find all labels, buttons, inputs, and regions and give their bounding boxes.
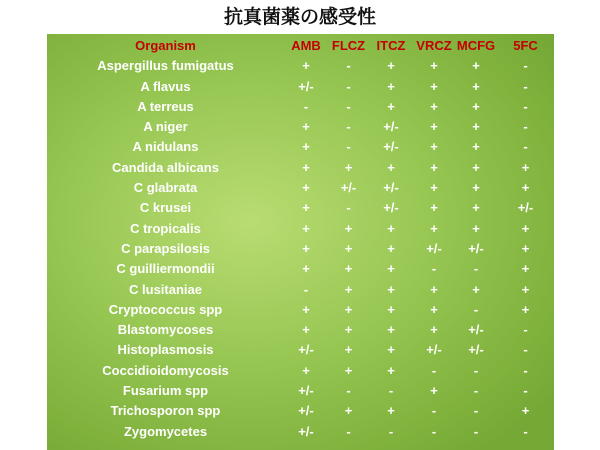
- mcfg-cell: -: [473, 261, 479, 277]
- table-row: [47, 239, 554, 259]
- itcz-cell: +: [387, 159, 395, 175]
- vrcz-cell: +: [430, 322, 438, 338]
- mcfg-cell: +: [472, 139, 480, 155]
- itcz-cell: +: [387, 78, 395, 94]
- 5fc-cell: -: [523, 362, 528, 378]
- organism-cell: Candida albicans: [112, 159, 219, 175]
- mcfg-cell: +: [472, 180, 480, 196]
- amb-cell: +: [302, 220, 310, 236]
- itcz-cell: +: [387, 261, 395, 277]
- 5fc-cell: +: [521, 281, 530, 297]
- vrcz-cell: -: [431, 423, 437, 439]
- 5fc-cell: -: [523, 58, 528, 74]
- flcz-cell: -: [346, 78, 351, 94]
- 5fc-cell: +: [521, 301, 530, 317]
- vrcz-cell: +: [430, 301, 438, 317]
- flcz-cell: -: [346, 119, 351, 135]
- flcz-cell: -: [346, 423, 351, 439]
- mcfg-cell: +/-: [468, 240, 484, 256]
- itcz-cell: -: [388, 423, 394, 439]
- mcfg-cell: +: [472, 78, 480, 94]
- organism-cell: A terreus: [137, 98, 194, 114]
- mcfg-cell: +: [472, 98, 480, 114]
- 5fc-cell: -: [523, 342, 528, 358]
- amb-cell: -: [303, 98, 309, 114]
- mcfg-cell: +: [472, 281, 480, 297]
- flcz-cell: +: [344, 240, 353, 256]
- 5fc-cell: -: [523, 423, 528, 439]
- table-header-row: [47, 36, 554, 56]
- mcfg-cell: +/-: [468, 342, 484, 358]
- organism-cell: C krusei: [139, 200, 192, 216]
- 5fc-cell: +: [521, 159, 530, 175]
- vrcz-cell: +: [430, 98, 438, 114]
- amb-cell: +: [302, 180, 310, 196]
- flcz-cell: -: [346, 200, 351, 216]
- itcz-cell: +/-: [383, 180, 399, 196]
- table-row: [47, 340, 554, 360]
- 5fc-cell: +/-: [517, 200, 534, 216]
- itcz-cell: +: [387, 240, 395, 256]
- amb-cell: +: [302, 119, 310, 135]
- table-row: [47, 97, 554, 117]
- 5fc-cell: +: [521, 180, 530, 196]
- vrcz-cell: +: [430, 159, 438, 175]
- table-row: [47, 381, 554, 401]
- flcz-cell: +/-: [340, 180, 357, 196]
- itcz-cell: +/-: [383, 139, 399, 155]
- flcz-cell: +: [344, 159, 353, 175]
- vrcz-cell: -: [431, 261, 437, 277]
- amb-cell: +: [302, 159, 310, 175]
- mcfg-cell: -: [473, 423, 479, 439]
- itcz-cell: +/-: [383, 119, 399, 135]
- 5fc-cell: -: [523, 139, 528, 155]
- mcfg-cell: +: [472, 159, 480, 175]
- mcfg-cell: -: [473, 362, 479, 378]
- itcz-cell: +: [387, 98, 395, 114]
- flcz-cell: +: [344, 403, 353, 419]
- amb-cell: +: [302, 322, 310, 338]
- organism-cell: Zygomycetes: [123, 423, 208, 439]
- mcfg-cell: +: [472, 119, 480, 135]
- flcz-cell: -: [346, 98, 351, 114]
- header-vrcz: VRCZ: [416, 38, 452, 53]
- amb-cell: +: [302, 200, 310, 216]
- organism-cell: A niger: [143, 119, 188, 135]
- amb-cell: -: [303, 281, 309, 297]
- itcz-cell: +: [387, 322, 395, 338]
- table-row: [47, 401, 554, 421]
- flcz-cell: -: [346, 58, 351, 74]
- page-title: 抗真菌薬の感受性: [223, 6, 376, 28]
- organism-cell: C lusitaniae: [129, 281, 202, 297]
- flcz-cell: +: [344, 301, 353, 317]
- mcfg-cell: +: [472, 200, 480, 216]
- vrcz-cell: -: [431, 362, 437, 378]
- organism-cell: Aspergillus fumigatus: [97, 58, 234, 74]
- organism-cell: Cryptococcus spp: [108, 301, 223, 317]
- amb-cell: +: [302, 301, 310, 317]
- amb-cell: +/-: [298, 78, 314, 94]
- flcz-cell: +: [344, 261, 353, 277]
- table-row: [47, 280, 554, 300]
- itcz-cell: +: [387, 58, 395, 74]
- flcz-cell: +: [344, 362, 353, 378]
- organism-cell: A flavus: [140, 78, 191, 94]
- header-itcz: ITCZ: [376, 38, 406, 53]
- organism-cell: Blastomycoses: [117, 322, 214, 338]
- header-organism: Organism: [135, 38, 196, 53]
- itcz-cell: +: [387, 342, 395, 358]
- vrcz-cell: +: [430, 78, 438, 94]
- mcfg-cell: -: [473, 301, 479, 317]
- itcz-cell: +: [387, 301, 395, 317]
- flcz-cell: +: [344, 322, 353, 338]
- itcz-cell: +: [387, 220, 395, 236]
- susceptibility-table: [47, 36, 554, 442]
- itcz-cell: +: [387, 362, 395, 378]
- itcz-cell: +: [387, 403, 395, 419]
- flcz-cell: +: [344, 281, 353, 297]
- header-flcz: FLCZ: [331, 38, 366, 53]
- vrcz-cell: +: [430, 220, 438, 236]
- amb-cell: +: [302, 240, 310, 256]
- table-panel: [47, 34, 554, 450]
- table-row: [47, 300, 554, 320]
- header-amb: AMB: [291, 38, 321, 53]
- flcz-cell: +: [344, 342, 353, 358]
- table-row: [47, 219, 554, 239]
- table-row: [47, 178, 554, 198]
- amb-cell: +: [302, 261, 310, 277]
- vrcz-cell: +: [430, 383, 438, 399]
- table-body: [47, 56, 554, 442]
- vrcz-cell: +/-: [426, 342, 442, 358]
- 5fc-cell: +: [521, 220, 530, 236]
- mcfg-cell: +/-: [468, 322, 484, 338]
- table-row: [47, 117, 554, 137]
- mcfg-cell: +: [472, 58, 480, 74]
- flcz-cell: +: [344, 220, 353, 236]
- vrcz-cell: -: [431, 403, 437, 419]
- table-row: [47, 56, 554, 76]
- itcz-cell: +/-: [383, 200, 399, 216]
- table-row: [47, 361, 554, 381]
- amb-cell: +: [302, 139, 310, 155]
- vrcz-cell: +: [430, 119, 438, 135]
- table-row: [47, 320, 554, 340]
- table-row: [47, 137, 554, 157]
- 5fc-cell: -: [523, 322, 528, 338]
- itcz-cell: +: [387, 281, 395, 297]
- table-row: [47, 198, 554, 218]
- 5fc-cell: +: [521, 261, 530, 277]
- vrcz-cell: +: [430, 180, 438, 196]
- table-row: [47, 422, 554, 442]
- vrcz-cell: +/-: [426, 240, 442, 256]
- amb-cell: +: [302, 362, 310, 378]
- amb-cell: +/-: [298, 383, 314, 399]
- organism-cell: A nidulans: [132, 139, 199, 155]
- amb-cell: +/-: [298, 342, 314, 358]
- table-row: [47, 259, 554, 279]
- 5fc-cell: -: [523, 98, 528, 114]
- amb-cell: +/-: [298, 403, 314, 419]
- organism-cell: Histoplasmosis: [117, 342, 214, 358]
- organism-cell: C guilliermondii: [116, 261, 215, 277]
- amb-cell: +/-: [298, 423, 314, 439]
- 5fc-cell: +: [521, 403, 530, 419]
- amb-cell: +: [302, 58, 310, 74]
- organism-cell: C glabrata: [133, 180, 198, 196]
- flcz-cell: -: [346, 139, 351, 155]
- vrcz-cell: +: [430, 58, 438, 74]
- vrcz-cell: +: [430, 281, 438, 297]
- table-row: [47, 158, 554, 178]
- organism-cell: C parapsilosis: [121, 240, 210, 256]
- mcfg-cell: -: [473, 383, 479, 399]
- 5fc-cell: -: [523, 119, 528, 135]
- 5fc-cell: -: [523, 383, 528, 399]
- itcz-cell: -: [388, 383, 394, 399]
- 5fc-cell: -: [523, 78, 528, 94]
- flcz-cell: -: [346, 383, 351, 399]
- organism-cell: Fusarium spp: [122, 383, 209, 399]
- organism-cell: C tropicalis: [130, 220, 201, 236]
- 5fc-cell: +: [521, 240, 530, 256]
- header-5fc: 5FC: [513, 38, 538, 53]
- vrcz-cell: +: [430, 139, 438, 155]
- mcfg-cell: +: [472, 220, 480, 236]
- mcfg-cell: -: [473, 403, 479, 419]
- vrcz-cell: +: [430, 200, 438, 216]
- organism-cell: Coccidioidomycosis: [102, 362, 229, 378]
- organism-cell: Trichosporon spp: [110, 403, 221, 419]
- header-mcfg: MCFG: [456, 38, 496, 53]
- table-row: [47, 77, 554, 97]
